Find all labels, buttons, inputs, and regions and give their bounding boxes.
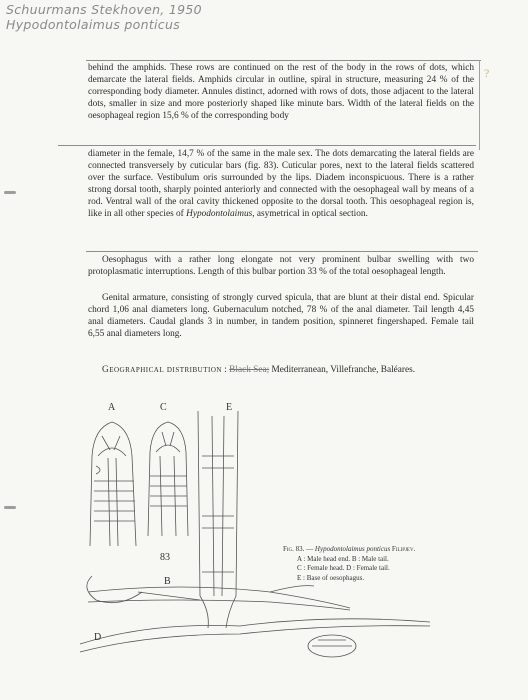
drawing-e-oesophagus-base bbox=[198, 411, 238, 628]
para2-end: , asymetrical in optical section. bbox=[252, 209, 368, 220]
caption-prefix: Fig. 83. — bbox=[283, 545, 315, 553]
caption-author: Filipjev. bbox=[390, 545, 416, 553]
paragraph-genital-armature: Genital armature, consisting of strongly curved spicula, that are blunt at their distal end. Spicular chord 1,06 anal diameters long. Gubernaculum notched, 78 % of the anal diameter. Tail length 4,45 anal diameters. Caudal glands 3 in number, in tandem position, spinneret fingershaped. Female tail 6,55 anal diameters long. bbox=[88, 293, 474, 340]
paragraph-amphids: behind the amphids. These rows are continued on the rest of the body in the rows of dots, which demarcate the lateral fields. Amphids circular in outline, spiral in structure, measuring 24 % of the corresponding body diameter. Annules distinct, adorned with rows of dots, those adjacent to the lateral dots, smaller in size and more posteriorly shaped like minute bars. Width of the lateral fields on the oesophageal region 15,6 % of the corresponding body bbox=[88, 63, 474, 122]
page-edge-line bbox=[479, 60, 480, 150]
para2-text: diameter in the female, 14,7 % of the same in the male sex. The dots demarcating the lateral fields are connected transversely by cuticular bars (fig. 83). Cuticular pores, next to the lateral fields scattered over the surface. Vestibulum oris surrounded by the lips. Diadem inconspicuous. There is a rather strong dorsal tooth, sharply pointed anteriorly and connected with the oesophageal wall by means of a rod. Ventral wall of the oral cavity thickened opposite to the dorsal tooth. This oesophageal region is, like in all other species of bbox=[88, 149, 474, 220]
figure-letter-e: E bbox=[226, 402, 233, 413]
page-rule bbox=[58, 145, 476, 146]
paragraph-distribution: Geographical distribution : Black Sea; Mediterranean, Villefranche, Baléares. bbox=[102, 365, 416, 375]
drawing-a-male-head bbox=[90, 422, 136, 546]
figure-letter-c: C bbox=[160, 402, 167, 413]
figure-letter-b: B bbox=[164, 576, 171, 587]
figure-letter-a: A bbox=[108, 402, 116, 413]
caption-line-cd: C : Female head. D : Female tail. bbox=[297, 564, 390, 572]
figure-caption bbox=[283, 545, 463, 583]
caption-line-ab: A : Male head end. B : Male tail. bbox=[297, 554, 389, 563]
page-rule bbox=[86, 60, 481, 61]
page-rule bbox=[86, 251, 478, 252]
distribution-label: Geographical distribution bbox=[102, 365, 222, 375]
figure-83 bbox=[50, 396, 470, 692]
drawing-d-female-tail bbox=[80, 619, 430, 657]
punch-hole-mark bbox=[4, 191, 16, 194]
drawing-c-female-head bbox=[148, 422, 188, 536]
genus-name: Hypodontolaimus bbox=[186, 209, 253, 220]
paragraph-lateral-fields bbox=[88, 148, 474, 221]
punch-hole-mark bbox=[4, 506, 16, 509]
margin-question-mark: ? bbox=[484, 66, 490, 80]
handwritten-author-note: Schuurmans Stekhoven, 1950 bbox=[6, 2, 202, 17]
struck-locality: Black Sea; bbox=[229, 365, 270, 375]
figure-letter-d: D bbox=[94, 632, 102, 643]
caption-species: Hypodontolaimus ponticus bbox=[314, 545, 391, 553]
paragraph-oesophagus: Oesophagus with a rather long elongate not very prominent bulbar swelling with two protoplasmatic interruptions. Length of this bulbar portion 33 % of the total oesophageal length. bbox=[88, 255, 474, 278]
distribution-localities: Mediterranean, Villefranche, Baléares. bbox=[269, 365, 416, 375]
handwritten-species-note: Hypodontolaimus ponticus bbox=[6, 17, 181, 32]
figure-drawings bbox=[50, 396, 470, 692]
caption-line-e: E : Base of oesophagus. bbox=[297, 573, 365, 582]
figure-number: 83 bbox=[160, 552, 170, 563]
